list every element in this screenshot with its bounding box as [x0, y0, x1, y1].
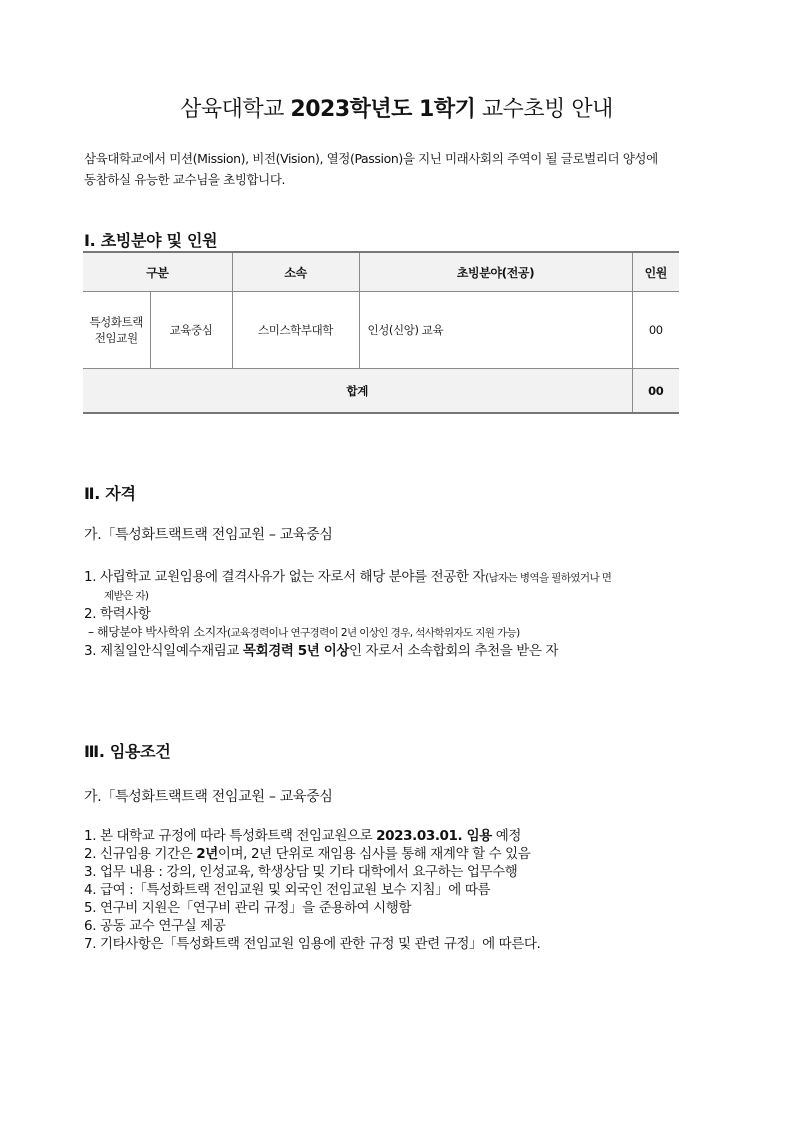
- qual-item-1-small: (남자는 병역을 필하였거나 면: [485, 572, 612, 584]
- section3-sub: 가.「특성화트랙트랙 전임교원 – 교육중심: [84, 789, 333, 805]
- header-field: 초빙분야(전공): [359, 252, 632, 292]
- qual-item-2-sub: [84, 623, 684, 642]
- section2-list: [84, 568, 684, 660]
- cell-field: 인성(신앙) 교육: [359, 292, 632, 369]
- section3-list: [84, 827, 684, 953]
- cond-item-6: 6. 공동 교수 연구실 제공: [84, 918, 226, 934]
- cond-item-2: [84, 845, 684, 863]
- title-part2: 교수초빙 안내: [475, 97, 613, 122]
- cell-type: 특성화트랙 전임교원: [83, 292, 150, 369]
- cell-count: 00: [632, 292, 679, 369]
- total-count: 00: [632, 369, 679, 414]
- recruit-table: [83, 251, 679, 414]
- cond-item-3: 3. 업무 내용 : 강의, 인성교육, 학생상담 및 기타 대학에서 요구하는 업무수행: [84, 864, 518, 880]
- header-category: 구분: [83, 252, 232, 292]
- qual-item-3-bold: 목회경력 5년 이상: [242, 643, 350, 659]
- cond-item-1-post: 예정: [491, 828, 522, 844]
- cond-item-2-bold: 2년: [196, 846, 218, 862]
- section2-sub: 가.「특성화트랙트랙 전임교원 – 교육중심: [84, 527, 333, 543]
- qual-item-1-main: 1. 사립학교 교원임용에 결격사유가 없는 자로서 해당 분야를 전공한 자: [84, 569, 486, 585]
- title-part1: 삼육대학교: [180, 97, 291, 122]
- cond-item-2-pre: 2. 신규임용 기간은: [84, 846, 197, 862]
- title-bold: 2023학년도 1학기: [290, 97, 476, 122]
- qual-item-3: [84, 642, 684, 660]
- cond-item-1: [84, 827, 684, 845]
- qual-item-1-cont: 제받은 자): [104, 590, 149, 602]
- section1-heading: Ⅰ. 초빙분야 및 인원: [84, 231, 218, 250]
- section3-heading: Ⅲ. 임용조건: [84, 742, 171, 761]
- header-dept: 소속: [232, 252, 359, 292]
- intro-paragraph: 삼육대학교에서 미션(Mission), 비전(Vision), 열정(Passion)을 지닌 미래사회의 주역이 될 글로벌리더 양성에 동참하실 유능한 교수님을 초빙합니다.: [84, 151, 658, 187]
- qual-item-2-sub-main: – 해당분야 박사학위 소지자: [88, 625, 227, 639]
- qual-item-3-pre: 3. 제칠일안식일예수재림교: [84, 643, 243, 659]
- qual-item-3-post: 인 자로서 소속합회의 추천을 받은 자: [349, 643, 559, 659]
- cond-item-1-pre: 1. 본 대학교 규정에 따라 특성화트랙 전임교원으로: [84, 828, 377, 844]
- header-count: 인원: [632, 252, 679, 292]
- qual-item-2: 2. 학력사항: [84, 606, 151, 622]
- cond-item-5: 5. 연구비 지원은「연구비 관리 규정」을 준용하여 시행함: [84, 900, 412, 916]
- section2-heading: Ⅱ. 자격: [84, 484, 136, 503]
- cond-item-7: 7. 기타사항은「특성화트랙 전임교원 임용에 관한 규정 및 관련 규정」에 따른다.: [84, 936, 541, 952]
- cell-dept: 스미스학부대학: [232, 292, 359, 369]
- cell-focus: 교육중심: [150, 292, 232, 369]
- cond-item-4: 4. 급여 :「특성화트랙 전임교원 및 외국인 전임교원 보수 지침」에 따름: [84, 882, 491, 898]
- qual-item-2-sub-small: (교육경력이나 연구경력이 2년 이상인 경우, 석사학위자도 지원 가능): [226, 627, 520, 639]
- cond-item-1-bold: 2023.03.01. 임용: [376, 828, 492, 844]
- cond-item-2-post: 이며, 2년 단위로 재임용 심사를 통해 재계약 할 수 있음: [217, 846, 531, 862]
- document-title: [0, 92, 793, 123]
- qual-item-1: [84, 568, 684, 587]
- total-label: 합계: [83, 369, 632, 414]
